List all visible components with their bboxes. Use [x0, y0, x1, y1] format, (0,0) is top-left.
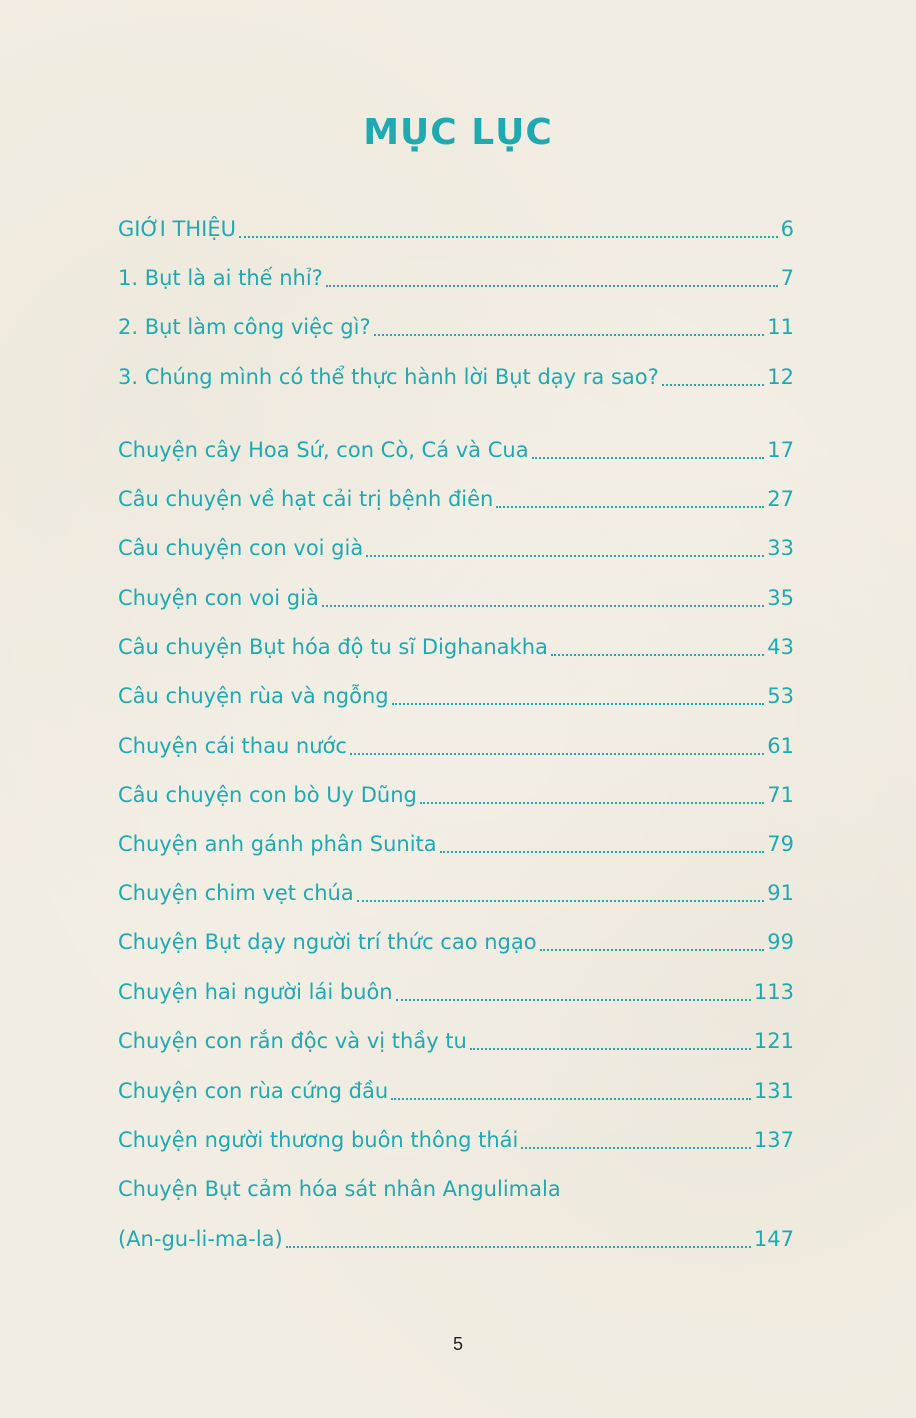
toc-entry [118, 975, 794, 1009]
toc-entry [118, 581, 794, 615]
toc-entry-page: 71 [767, 783, 794, 807]
toc-entry-page: 43 [767, 635, 794, 659]
page-title: MỤC LỤC [363, 112, 553, 153]
toc-dot-leader [551, 654, 764, 656]
toc-dot-leader [374, 334, 765, 336]
toc-entry [118, 212, 794, 246]
toc-entry-title: Chuyện con rùa cứng đầu [118, 1079, 389, 1103]
toc-entry [118, 1172, 794, 1206]
toc-entry [118, 433, 794, 467]
toc-entry [118, 261, 794, 295]
toc-dot-leader [286, 1246, 751, 1248]
toc-entry-page: 79 [767, 832, 794, 856]
toc-entry-page: 121 [753, 1029, 794, 1053]
toc-entry [118, 876, 794, 910]
toc-entry-page: 137 [753, 1128, 794, 1152]
toc-entry-title: 1. Bụt là ai thế nhỉ? [118, 266, 323, 290]
toc-entry-title: Chuyện con voi già [118, 586, 319, 610]
toc-entry [118, 827, 794, 861]
toc-entry-page: 91 [767, 881, 794, 905]
toc-entry [118, 729, 794, 763]
toc-entry-page: 17 [767, 438, 794, 462]
page-number: 5 [452, 1334, 463, 1354]
toc-entry-title: GIỚI THIỆU [118, 217, 236, 241]
toc-entry-title: 2. Bụt làm công việc gì? [118, 315, 371, 339]
toc-dot-leader [521, 1147, 751, 1149]
toc-entry [118, 482, 794, 516]
toc-entry-title: Chuyện chim vẹt chúa [118, 881, 354, 905]
toc-dot-leader [391, 1098, 751, 1100]
toc-entry-title: Câu chuyện con voi già [118, 536, 364, 560]
toc-entry [118, 1123, 794, 1157]
toc-entry [118, 360, 794, 394]
toc-entry-page: 6 [780, 217, 794, 241]
toc-entry-title: (An-gu-li-ma-la) [118, 1227, 283, 1251]
toc-entry-page: 7 [780, 266, 794, 290]
toc-entry-title: Chuyện Bụt dạy người trí thức cao ngạo [118, 930, 537, 954]
toc-entry-title: Chuyện cây Hoa Sứ, con Cò, Cá và Cua [118, 438, 529, 462]
toc-entry-title: Câu chuyện Bụt hóa độ tu sĩ Dighanakha [118, 635, 548, 659]
toc-dot-leader [350, 753, 764, 755]
toc-dot-leader [392, 703, 765, 705]
toc-entry-page: 99 [767, 930, 794, 954]
toc-entry-page: 27 [767, 487, 794, 511]
toc-dot-leader [662, 384, 765, 386]
toc-dot-leader [532, 457, 765, 459]
toc-entry-title: Câu chuyện rùa và ngỗng [118, 684, 389, 708]
toc-entry-page: 131 [753, 1079, 794, 1103]
toc-entry-page: 147 [753, 1227, 794, 1251]
toc-entry [118, 310, 794, 344]
toc-entry [118, 778, 794, 812]
toc-entry-title: Chuyện hai người lái buôn [118, 980, 393, 1004]
toc-dot-leader [357, 900, 765, 902]
toc-entry-page: 11 [767, 315, 794, 339]
toc-entry [118, 679, 794, 713]
toc-entry-page: 113 [753, 980, 794, 1004]
toc-entry [118, 630, 794, 664]
toc-dot-leader [239, 236, 778, 238]
toc-entry-page: 61 [767, 734, 794, 758]
toc-dot-leader [540, 949, 765, 951]
toc-entry-title: Chuyện anh gánh phân Sunita [118, 832, 437, 856]
toc-dot-leader [326, 285, 778, 287]
toc-entry-title: Chuyện con rắn độc và vị thầy tu [118, 1029, 467, 1053]
toc-dot-leader [440, 851, 765, 853]
toc-entry [118, 531, 794, 565]
toc-dot-leader [420, 802, 764, 804]
toc-entry-title: Chuyện cái thau nước [118, 734, 347, 758]
toc-entry-title: Chuyện người thương buôn thông thái [118, 1128, 519, 1152]
toc-dot-leader [396, 999, 751, 1001]
toc-entry-title: Câu chuyện về hạt cải trị bệnh điên [118, 487, 494, 511]
toc-entry [118, 1074, 794, 1108]
toc-dot-leader [366, 555, 764, 557]
toc-entry-title: Câu chuyện con bò Uy Dũng [118, 783, 417, 807]
toc-entry-page: 35 [767, 586, 794, 610]
toc-entry [118, 1222, 794, 1256]
toc-entry [118, 1024, 794, 1058]
toc-dot-leader [322, 605, 764, 607]
toc-entry-title: Chuyện Bụt cảm hóa sát nhân Angulimala [118, 1177, 561, 1201]
toc-dot-leader [496, 506, 764, 508]
toc-entry-title: 3. Chúng mình có thể thực hành lời Bụt dạy ra sao? [118, 365, 659, 389]
toc-dot-leader [470, 1048, 751, 1050]
toc-entry-page: 12 [767, 365, 794, 389]
toc-entry [118, 925, 794, 959]
toc-entry-page: 33 [767, 536, 794, 560]
toc-entry-page: 53 [767, 684, 794, 708]
